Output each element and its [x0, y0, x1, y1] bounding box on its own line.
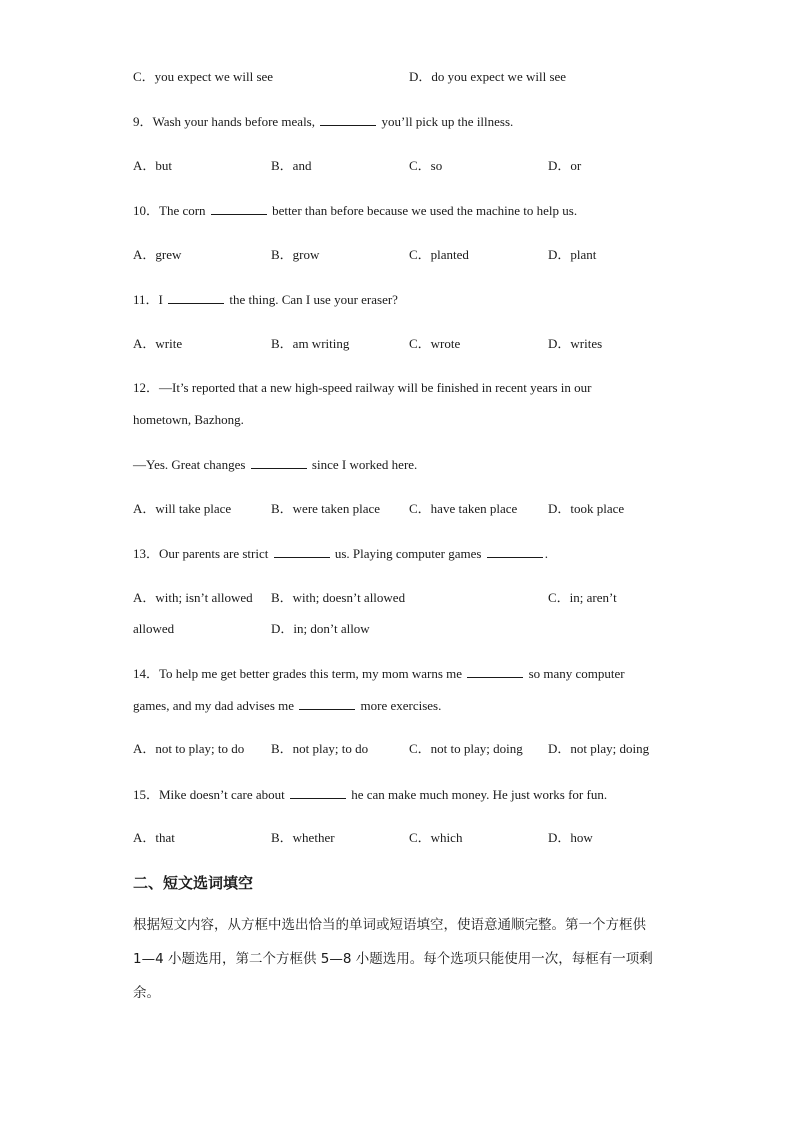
q14-option-c: C．not to play; doing — [409, 741, 523, 756]
q14-blank-2 — [299, 697, 355, 710]
q15-blank — [290, 786, 346, 799]
q14-option-d: D．not play; doing — [548, 741, 650, 756]
q14-stem-post: so many computer — [528, 666, 625, 681]
q11-blank — [168, 291, 224, 304]
q14-option-a: A．not to play; to do — [133, 741, 245, 756]
q10-option-d: D．plant — [548, 247, 597, 262]
q13-option-d: D．in; don’t allow — [271, 621, 370, 636]
q15-stem-post: he can make much money. He just works for fun. — [351, 787, 608, 802]
q13-option-b: B．with; doesn’t allowed — [271, 590, 406, 605]
q14-stem-line1 — [133, 665, 625, 682]
q11-option-c: C．wrote — [409, 336, 461, 351]
q12-reply-post: since I worked here. — [311, 457, 418, 472]
q11-option-a: A．write — [133, 336, 183, 351]
q9-stem-pre: 9．Wash your hands before meals, — [133, 114, 315, 129]
q9-stem-post: you’ll pick up the illness. — [381, 114, 514, 129]
q13-stem-post: . — [544, 546, 548, 561]
q14-stem-line2 — [133, 697, 441, 714]
q10-blank — [211, 202, 267, 215]
q10-option-a: A．grew — [133, 247, 182, 262]
q9-option-d: D．or — [548, 158, 582, 173]
q13-stem-pre: 13．Our parents are strict — [133, 546, 269, 561]
q12-option-d: D．took place — [548, 501, 625, 516]
q9-blank — [320, 113, 376, 126]
q10-option-b: B．grow — [271, 247, 320, 262]
section-instruction-line2: 1—4 小题选用，第二个方框供 5—8 小题选用。每个选项只能使用一次，每框有一项剩 — [133, 951, 653, 967]
q12-stem-line2: hometown, Bazhong. — [133, 412, 244, 427]
q14-stem-pre2: games, and my dad advises me — [133, 698, 295, 713]
q10-option-c: C．planted — [409, 247, 469, 262]
q14-option-b: B．not play; to do — [271, 741, 369, 756]
q15-stem — [133, 786, 607, 803]
q13-blank-1 — [274, 545, 330, 558]
q9-stem — [133, 113, 513, 130]
q13-option-c-continued: allowed — [133, 621, 175, 636]
q13-blank-2 — [487, 545, 543, 558]
q15-option-c: C．which — [409, 830, 463, 845]
q8-option-c: C．you expect we will see — [133, 69, 274, 84]
q13-option-c: C．in; aren’t — [548, 590, 617, 605]
q9-option-c: C．so — [409, 158, 443, 173]
q10-stem-pre: 10．The corn — [133, 203, 206, 218]
q12-option-a: A．will take place — [133, 501, 232, 516]
section-heading: 二、短文选词填空 — [133, 874, 254, 892]
q12-option-c: C．have taken place — [409, 501, 518, 516]
section-instruction-line3: 余。 — [133, 985, 160, 1001]
q12-blank — [251, 456, 307, 469]
q10-stem-post: better than before because we used the machine to help us. — [272, 203, 578, 218]
q9-option-a: A．but — [133, 158, 173, 173]
q12-stem-line1: 12．—It’s reported that a new high-speed railway will be finished in recent years in our — [133, 380, 592, 395]
q15-option-d: D．how — [548, 830, 593, 845]
q15-option-a: A．that — [133, 830, 175, 845]
q11-stem — [133, 291, 398, 308]
q11-option-d: D．writes — [548, 336, 603, 351]
q11-option-b: B．am writing — [271, 336, 350, 351]
q11-stem-pre: 11．I — [133, 292, 163, 307]
q11-stem-post: the thing. Can I use your eraser? — [229, 292, 398, 307]
q12-reply-pre: —Yes. Great changes — [133, 457, 246, 472]
q12-reply — [133, 456, 417, 473]
q13-stem — [133, 545, 548, 562]
q12-option-b: B．were taken place — [271, 501, 381, 516]
q15-option-b: B．whether — [271, 830, 335, 845]
q9-option-b: B．and — [271, 158, 312, 173]
q8-option-d: D．do you expect we will see — [409, 69, 567, 84]
q14-stem-post2: more exercises. — [360, 698, 442, 713]
q14-stem-pre: 14．To help me get better grades this term, my mom warns me — [133, 666, 463, 681]
q15-stem-pre: 15．Mike doesn’t care about — [133, 787, 285, 802]
q13-stem-mid: us. Playing computer games — [334, 546, 482, 561]
section-instruction-line1: 根据短文内容，从方框中选出恰当的单词或短语填空，使语意通顺完整。第一个方框供 — [133, 917, 646, 933]
q10-stem — [133, 202, 577, 219]
q14-blank-1 — [467, 665, 523, 678]
q13-option-a: A．with; isn’t allowed — [133, 590, 253, 605]
